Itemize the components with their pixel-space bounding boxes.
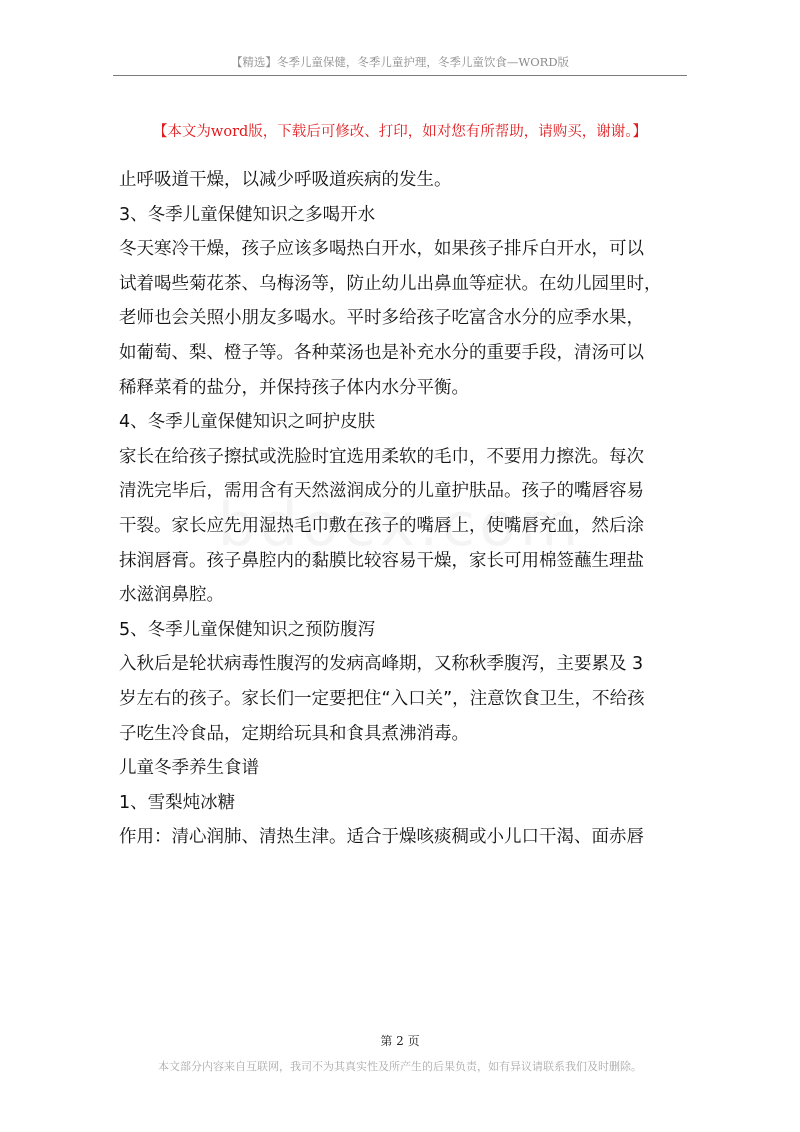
- footer-disclaimer: 本文部分内容来自互联网，我司不为其真实性及所产生的后果负责，如有异议请联系我们及时删除。: [158, 1060, 642, 1073]
- section-heading: 4、冬季儿童保健知识之呵护皮肤: [119, 412, 376, 433]
- body-line: 止呼吸道干燥，以减少呼吸道疾病的发生。: [119, 170, 452, 190]
- body-line: 家长在给孩子擦拭或洗脸时宜选用柔软的毛巾，不要用力擦洗。每次: [119, 446, 644, 467]
- page-number: 第 2 页: [380, 1034, 420, 1048]
- body-line: 老师也会关照小朋友多喝水。平时多给孩子吃富含水分的应季水果，: [119, 308, 644, 329]
- body-line: 清洗完毕后，需用含有天然滋润成分的儿童护肤品。孩子的嘴唇容易: [119, 481, 644, 502]
- body-line: 抹润唇膏。孩子鼻腔内的黏膜比较容易干燥，家长可用棉签蘸生理盐: [119, 550, 644, 571]
- section-heading: 5、冬季儿童保健知识之预防腹泻: [119, 619, 376, 640]
- document-body: [119, 163, 685, 855]
- body-line: 作用：清心润肺、清热生津。适合于燥咳痰稠或小儿口干渴、面赤唇: [119, 827, 644, 848]
- section-heading: 3、冬季儿童保健知识之多喝开水: [119, 204, 376, 225]
- header-divider: [113, 75, 687, 76]
- purchase-notice: 【本文为word版，下载后可修改、打印，如对您有所帮助，请购买，谢谢。】: [152, 124, 648, 140]
- body-line: 水滋润鼻腔。: [119, 585, 224, 606]
- section-heading: 儿童冬季养生食谱: [119, 758, 259, 779]
- body-line: 如葡萄、梨、橙子等。各种菜汤也是补充水分的重要手段，清汤可以: [119, 342, 644, 363]
- body-line: 子吃生冷食品，定期给玩具和食具煮沸消毒。: [119, 723, 469, 744]
- page-header-title: 【精选】冬季儿童保健，冬季儿童护理，冬季儿童饮食—WORD版: [230, 55, 570, 69]
- body-line: 干裂。家长应先用湿热毛巾敷在孩子的嘴唇上，使嘴唇充血，然后涂: [119, 515, 644, 536]
- body-line: 试着喝些菊花茶、乌梅汤等，防止幼儿出鼻血等症状。在幼儿园里时，: [119, 273, 662, 294]
- section-heading: 1、雪梨炖冰糖: [119, 792, 236, 813]
- body-line: 稀释菜肴的盐分，并保持孩子体内水分平衡。: [119, 377, 469, 398]
- body-line: 岁左右的孩子。家长们一定要把住“入口关”，注意饮食卫生，不给孩: [119, 688, 645, 709]
- body-line: 冬天寒冷干燥，孩子应该多喝热白开水，如果孩子排斥白开水，可以: [119, 239, 644, 260]
- body-line: 入秋后是轮状病毒性腹泻的发病高峰期，又称秋季腹泻，主要累及 3: [119, 654, 644, 675]
